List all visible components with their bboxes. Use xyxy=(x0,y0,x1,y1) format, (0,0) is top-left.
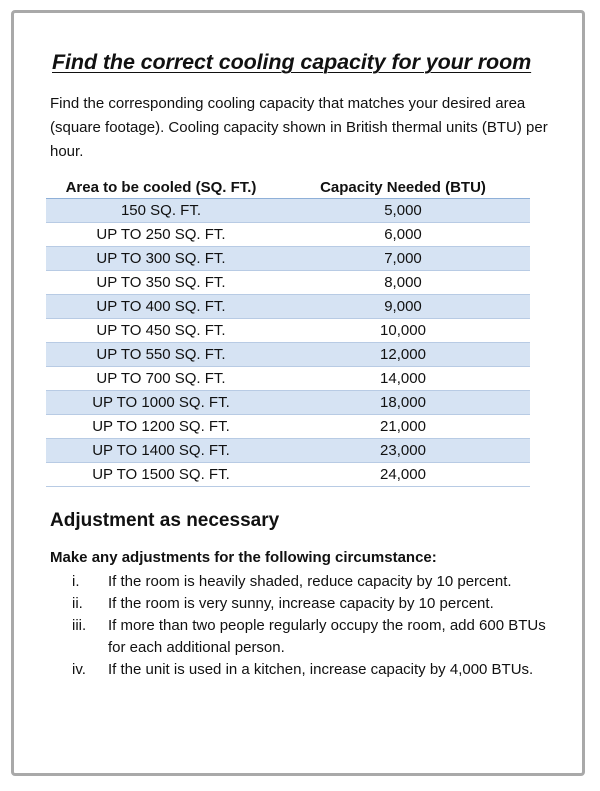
table-row xyxy=(46,415,530,439)
list-item-text: If the room is heavily shaded, reduce capacity by 10 percent. xyxy=(108,573,512,590)
list-item-number: iii. xyxy=(72,617,87,634)
table-row xyxy=(46,247,530,271)
cell-area: 150 SQ. FT. xyxy=(46,199,276,223)
table-row xyxy=(46,343,530,367)
table-row xyxy=(46,367,530,391)
list-item-text: If the unit is used in a kitchen, increase capacity by 4,000 BTUs. xyxy=(108,661,534,678)
cell-area: UP TO 1200 SQ. FT. xyxy=(46,415,276,439)
cell-capacity: 18,000 xyxy=(276,391,530,415)
cell-area: UP TO 400 SQ. FT. xyxy=(46,295,276,319)
cell-area: UP TO 1400 SQ. FT. xyxy=(46,439,276,463)
list-item-number: i. xyxy=(72,573,80,590)
table-row xyxy=(46,271,530,295)
table-row xyxy=(46,223,530,247)
cell-area: UP TO 550 SQ. FT. xyxy=(46,343,276,367)
header-capacity: Capacity Needed (BTU) xyxy=(276,176,530,199)
list-item-number: ii. xyxy=(72,595,83,612)
cell-area: UP TO 1500 SQ. FT. xyxy=(46,463,276,487)
table-row xyxy=(46,463,530,487)
cell-area: UP TO 250 SQ. FT. xyxy=(46,223,276,247)
cell-area: UP TO 700 SQ. FT. xyxy=(46,367,276,391)
adjustment-list xyxy=(50,571,550,681)
table-row xyxy=(46,199,530,223)
cell-capacity: 9,000 xyxy=(276,295,530,319)
list-item xyxy=(50,593,550,615)
cell-capacity: 24,000 xyxy=(276,463,530,487)
cell-capacity: 14,000 xyxy=(276,367,530,391)
list-item xyxy=(50,571,550,593)
intro-paragraph: Find the corresponding cooling capacity that matches your desired area (square footage). Cooling capacity shown in British thermal units (BTU) per hour. xyxy=(50,95,548,160)
table-header-row xyxy=(46,176,530,199)
list-item xyxy=(50,659,550,681)
table-row xyxy=(46,439,530,463)
table-row xyxy=(46,319,530,343)
list-item-number: iv. xyxy=(72,661,86,678)
adjustment-intro: Make any adjustments for the following circumstance: xyxy=(50,549,437,566)
cell-capacity: 5,000 xyxy=(276,199,530,223)
page-title: Find the correct cooling capacity for your room xyxy=(52,50,532,74)
table-row xyxy=(46,295,530,319)
cell-capacity: 10,000 xyxy=(276,319,530,343)
cell-area: UP TO 450 SQ. FT. xyxy=(46,319,276,343)
cell-area: UP TO 350 SQ. FT. xyxy=(46,271,276,295)
table-row xyxy=(46,391,530,415)
cell-capacity: 21,000 xyxy=(276,415,530,439)
cell-capacity: 7,000 xyxy=(276,247,530,271)
cell-area: UP TO 300 SQ. FT. xyxy=(46,247,276,271)
cell-capacity: 8,000 xyxy=(276,271,530,295)
cell-capacity: 12,000 xyxy=(276,343,530,367)
list-item-text: If the room is very sunny, increase capacity by 10 percent. xyxy=(108,595,494,612)
cell-capacity: 23,000 xyxy=(276,439,530,463)
list-item xyxy=(50,615,550,659)
adjustment-heading: Adjustment as necessary xyxy=(50,510,280,531)
cell-capacity: 6,000 xyxy=(276,223,530,247)
header-area: Area to be cooled (SQ. FT.) xyxy=(46,176,276,199)
btu-table xyxy=(46,176,530,487)
list-item-text: If more than two people regularly occupy the room, add 600 BTUs for each additional person. xyxy=(108,617,546,656)
cell-area: UP TO 1000 SQ. FT. xyxy=(46,391,276,415)
